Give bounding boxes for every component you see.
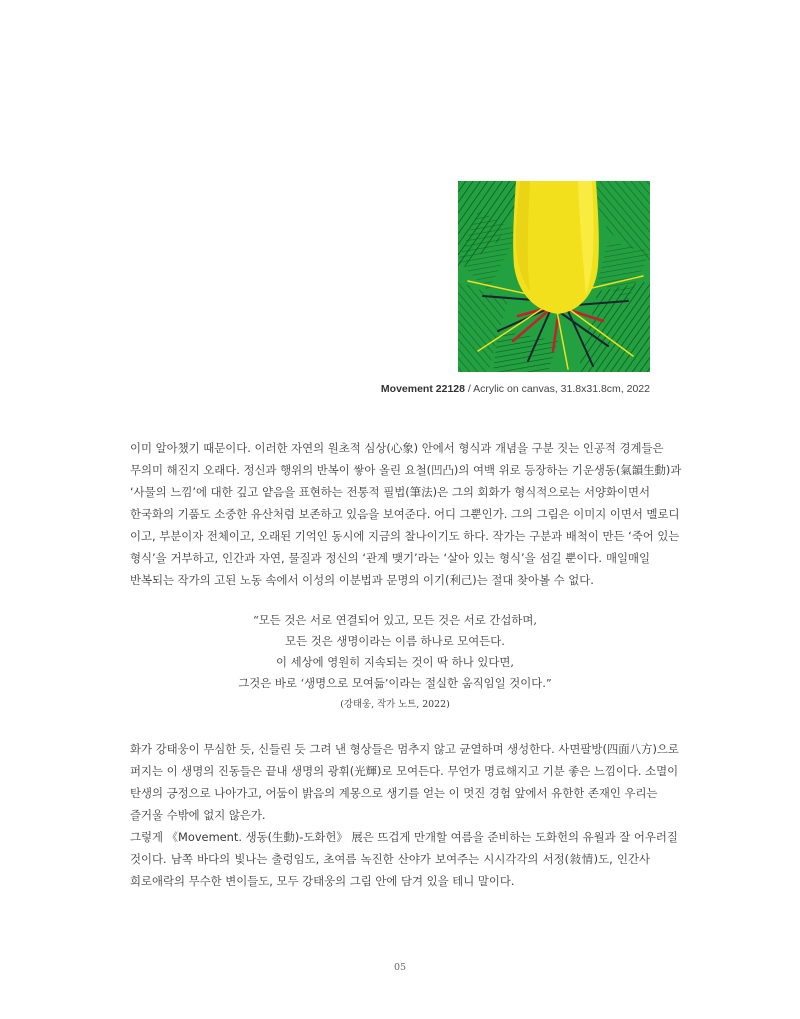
quote-line: “모든 것은 서로 연결되어 있고, 모든 것은 서로 간섭하며, — [252, 613, 538, 627]
paragraph-line: 퍼지는 이 생명의 진동들은 끝내 생명의 광휘(光輝)로 모여든다. 무언가 명료해지고 기분 좋은 느낌이다. 소멸이 — [130, 764, 679, 778]
paragraph-line: 반복되는 작가의 고된 노동 속에서 이성의 이분법과 문명의 이기(利己)는 절대 찾아볼 수 없다. — [130, 573, 594, 587]
quote-line: 모든 것은 생명이라는 이름 하나로 모여든다. — [285, 634, 505, 648]
paragraph-line: 즐거울 수밖에 없지 않은가. — [130, 808, 266, 822]
artwork-image — [458, 181, 650, 372]
body-paragraph-2 — [130, 738, 679, 892]
body-paragraph-1 — [130, 437, 682, 591]
paragraph-line: 이미 알아챘기 때문이다. 이러한 자연의 원초적 심상(心象) 안에서 형식과 개념을 구분 짓는 인공적 경계들은 — [130, 441, 664, 455]
paragraph-line: 한국화의 기품도 소중한 유산처럼 보존하고 있음을 보여준다. 어디 그뿐인가. 그의 그림은 이미지 이면서 멜로디 — [130, 507, 680, 521]
paragraph-line: 무의미 해진지 오래다. 정신과 행위의 반복이 쌓아 올린 요철(凹凸)의 여백 위로 등장하는 기운생동(氣韻生動)과 — [130, 463, 682, 477]
paragraph-line: 것이다. 남쪽 바다의 빛나는 출렁임도, 초여름 녹진한 산야가 보여주는 시시각각의 서정(敍情)도, 인간사 — [130, 852, 650, 866]
quote-line: 그것은 바로 ‘생명으로 모여듦’이라는 절실한 움직임일 것이다.” — [238, 676, 552, 690]
paragraph-line: ‘사물의 느낌’에 대한 깊고 얕음을 표현하는 전통적 필법(筆法)은 그의 회화가 형식적으로는 서양화이면서 — [130, 485, 650, 499]
paragraph-line: 그렇게 《Movement. 생동(生動)-도화헌》 展은 뜨겁게 만개할 여름을 준비하는 도화헌의 유월과 잘 어우러질 — [130, 830, 678, 844]
paragraph-line: 화가 강태웅이 무심한 듯, 신들린 듯 그려 낸 형상들은 멈추지 않고 균열하며 생성한다. 사면팔방(四面八方)으로 — [130, 742, 679, 756]
paragraph-line: 형식’을 거부하고, 인간과 자연, 물질과 정신의 ‘관계 맺기’라는 ‘살아 있는 형식’을 섬길 뿐이다. 매일매일 — [130, 551, 650, 565]
quote-citation: (강태웅, 작가 노트, 2022) — [340, 699, 450, 710]
artist-quote — [190, 610, 600, 714]
artwork-caption — [300, 383, 650, 395]
quote-line: 이 세상에 영원히 지속되는 것이 딱 하나 있다면, — [275, 655, 515, 669]
page-number: 05 — [393, 962, 407, 973]
paragraph-line: 이고, 부분이자 전체이고, 오래된 기억인 동시에 지금의 찰나이기도 하다. 작가는 구분과 배척이 만든 ‘죽어 있는 — [130, 529, 680, 543]
artwork-title: Movement 22128 — [380, 383, 465, 395]
paragraph-line: 희로애락의 무수한 변이들도, 모두 강태웅의 그림 안에 담겨 있을 테니 말이다. — [130, 874, 515, 888]
artwork-details: / Acrylic on canvas, 31.8x31.8cm, 2022 — [464, 383, 650, 395]
paragraph-line: 탄생의 긍정으로 나아가고, 어둠이 밝음의 계몽으로 생기를 얻는 이 멋진 경험 앞에서 유한한 존재인 우리는 — [130, 786, 658, 800]
